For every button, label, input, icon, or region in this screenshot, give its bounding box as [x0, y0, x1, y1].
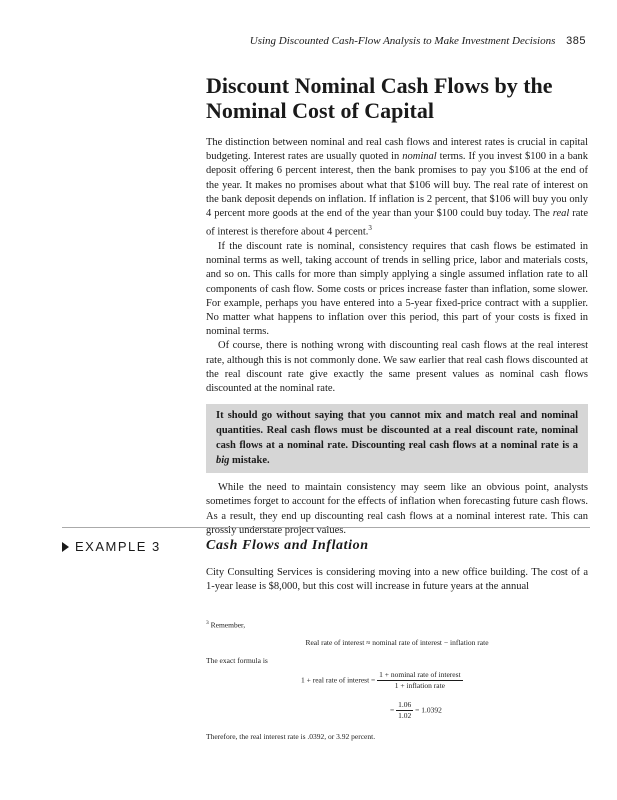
example-title: Cash Flows and Inflation: [206, 538, 369, 553]
paragraph-3: Of course, there is nothing wrong with discounting real cash flows at the real interest rate, although this is not commonly done. We saw earlier that real cash flows discounted at the real discount rate give exactly the same present values as nominal cash flows discounted at the nominal rate.: [206, 340, 588, 394]
formula-fraction: $\frac{\text{1 + nominal rate of interest}}{\text{1 + inflation rate}}$: [379, 669, 461, 690]
play-triangle-icon: [62, 542, 69, 552]
exact-formula: 1 + real rate of interest = $\frac{\text{1 + nominal rate of interest}}{\text{1 + inflation rate}}$ = $\frac{1.06}{1.02}$ = 1.0392 Therefore, the real interest rate is .0392, or 3.92 percent.: [206, 669, 461, 741]
footnote-ref[interactable]: 3: [368, 224, 372, 233]
formula-fraction-2: $\frac{1.06}{1.02}$: [398, 699, 412, 720]
footnote-conclusion: Therefore, the real interest rate is .0392, or 3.92 percent.: [206, 731, 376, 741]
footnote-intro: $^3$ Remember,: [206, 620, 246, 630]
formula-lhs: 1 + real rate of interest =: [301, 675, 376, 684]
example-text: City Consulting Services is considering moving into a new office building. The cost of a 1-year lease is $8,000, but this cost will increase in future years at the annual: [206, 567, 588, 593]
section-divider: [62, 527, 590, 528]
running-title: Using Discounted Cash-Flow Analysis to Make Investment Decisions: [249, 35, 556, 47]
page-number: 385: [566, 35, 586, 47]
paragraph-4: While the need to maintain consistency may seem like an obvious point, analysts sometimes forget to account for the effects of inflation when forecasting future cash flows. As a result, they end up discounting real cash flows at a nominal interest rate. This can grossly understate project values.: [206, 482, 588, 536]
running-header: [250, 35, 586, 47]
exact-intro: The exact formula is: [206, 655, 268, 665]
footnote: [206, 618, 588, 746]
section-title: Discount Nominal Cash Flows by the Nominal Cost of Capital: [206, 73, 553, 123]
paragraph-1: The distinction between nominal and real cash flows and interest rates is crucial in capital budgeting. Interest rates are usually quoted in nominal terms. If you invest $100 in a bank deposit offering 6 percent interest, then the bank promises to pay you $106 at the end of the year. It makes no promises about what that $106 will buy. The real rate of interest on the bank deposit depends on inflation. If inflation is 2 percent, that $106 will buy you only 4 percent more goods at the end of the year than your $100 could buy today. The real rate of interest is therefore about 4 percent.$^3$: [206, 137, 588, 238]
paragraph-2: If the discount rate is nominal, consistency requires that cash flows be estimated in nominal terms as well, taking account of trends in selling price, labor and materials costs, and so on. This calls for more than simply applying a single assumed inflation rate to all components of cash flow. Some costs or prices increase faster than inflation, some slower. For example, perhaps you have entered into a 5-year fixed-price contract with a supplier. No matter what happens to inflation over this period, this part of your costs is fixed in nominal terms.: [206, 240, 588, 338]
key-point-callout: It should go without saying that you cannot mix and match real and nominal quantities. Real cash flows must be discounted at a real discount rate, nominal cash flows at a nominal rate. Discounting real cash flows at a nominal rate is a big mistake.: [206, 404, 588, 473]
approx-formula: Real rate of interest ≈ nominal rate of interest − inflation rate: [305, 637, 489, 647]
formula-result: = 1.0392: [415, 705, 442, 714]
example-label: EXAMPLE 3: [62, 539, 161, 554]
section-body: [206, 136, 588, 538]
